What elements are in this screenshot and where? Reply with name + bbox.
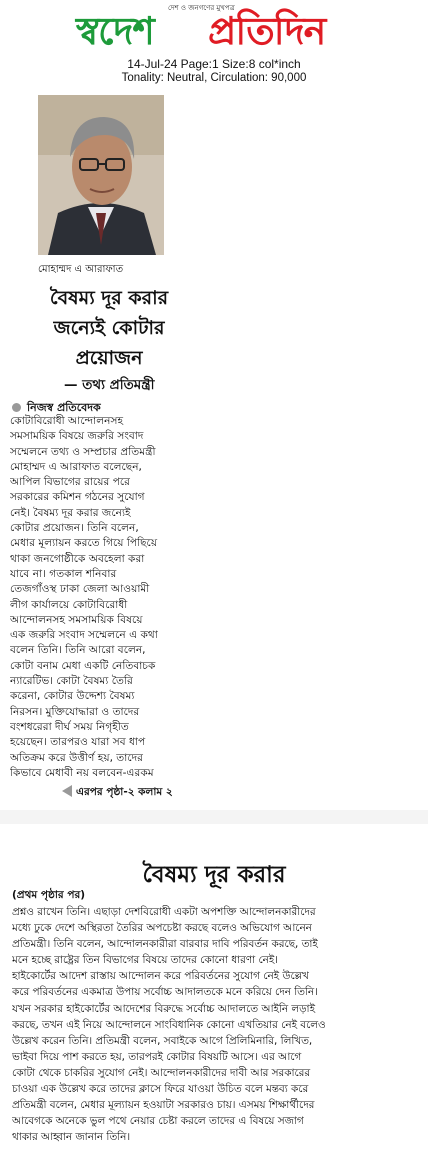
- article-body-line: থাকা জনগোষ্ঠীকে অবহেলা করা: [10, 552, 145, 565]
- continuation-body-line: থাকার আহ্বান জানান তিনি।: [12, 1131, 131, 1144]
- headline-line-1: বৈষম্য দূর করার: [49, 287, 169, 309]
- continuation-body-line: হাইকোর্টের আদেশ রাস্তায় আন্দোলন করে পরিবর্তনের সুযোগ নেই উল্লেখ: [12, 970, 309, 983]
- continuation-body-line: করে পরিবর্তনের একমাত্র উপায় সর্বোচ্চ আদালতকে মনে করিয়ে দেন তিনি।: [12, 986, 318, 999]
- article-body-line: বংশধরেরা দীর্ঘ সময় নিগৃহীত: [10, 720, 129, 733]
- photo-caption: মোহাম্মদ এ আরাফাত: [38, 264, 124, 275]
- page-divider: [0, 810, 428, 824]
- page-2-continuation: [0, 824, 428, 1167]
- portrait-photo: [38, 95, 164, 255]
- logo-tagline: দেশ ও জনগণের মুখপত্র: [168, 4, 235, 12]
- continuation-body-line: মনে হচ্ছে রাষ্ট্রের তিন বিভাগের বিষয়ে তাদের কোনো ধারণা নেই।: [12, 954, 278, 967]
- headline-line-3: প্রয়োজন: [75, 347, 143, 369]
- continuation-body: [12, 904, 418, 1145]
- article-body-line: মেধার মূল্যায়ন করতে গিয়ে পিছিয়ে: [10, 537, 158, 550]
- article-body-line: মোহাম্মদ এ আরাফাত বলেছেন,: [10, 460, 142, 473]
- portrait-illustration: [38, 95, 164, 255]
- clip-meta-tonality: Tonality: Neutral, Circulation: 90,000: [121, 72, 307, 84]
- article-body-line: করেনা, কোটার উদ্দেশ্য বৈষম্য: [10, 690, 135, 703]
- continuation-note: [62, 785, 173, 802]
- article-body-line: এক জরুরি সংবাদ সম্মেলনে এ কথা: [10, 629, 158, 642]
- continuation-body-line: প্রশ্নও রাখেন তিনি। এছাড়া দেশবিরোধী একটা অপশক্তি আন্দোলনকারীদের: [12, 906, 316, 918]
- continuation-body-line: মধ্যে ঢুকে দেশে অস্থিরতা তৈরির অপচেষ্টা করছে বলেও অভিযোগ আনেন: [12, 922, 312, 935]
- article-body-line: সরকারের কমিশন গঠনের সুযোগ: [10, 491, 145, 504]
- article-body-line: নিরসন। মুক্তিযোদ্ধারা ও তাদের: [10, 705, 140, 718]
- article-body-line: কোটা বনাম মেধা একটি নেতিবাচক: [10, 659, 156, 672]
- headline-attribution: — তথ্য প্রতিমন্ত্রী: [64, 377, 155, 393]
- bullet-icon: [12, 403, 21, 412]
- article-body-line: সমসাময়িক বিষয়ে জরুরি সংবাদ: [10, 430, 144, 443]
- continuation-body-line: যখন সরকার হাইকোর্টের আদেশের বিরুদ্ধে সর্বোচ্চ আদালতে আইনি লড়াই: [12, 1002, 315, 1015]
- article-body-line: আন্দোলনসহ সমসাময়িক বিষয়ে: [10, 613, 143, 626]
- article-body-line: কোটার প্রয়োজন। তিনি বলেন,: [10, 522, 139, 535]
- article-body-line: নেই। বৈষম্য দূর করার জন্যেই: [10, 506, 131, 519]
- from-page-label: (প্রথম পৃষ্ঠার পর): [12, 889, 86, 901]
- continuation-body-line: প্রতিমন্ত্রী। তিনি বলেন, আন্দোলনকারীরা বারবার দাবি পরিবর্তন করছে, তাই: [12, 938, 318, 951]
- article-body-line: লীগ কার্যালয়ে কোটাবিরোধী: [10, 598, 128, 611]
- continuation-body-line: ভাইবা দিয়ে পাশ করতে হয়, তারপরই কোটার বিষয়টি আসে। এর আগে: [12, 1050, 302, 1063]
- article-body-line: কিভাবে মেধাবী নয় বলবেন-এরকম: [10, 766, 154, 779]
- arrow-left-icon: [62, 785, 72, 797]
- newspaper-logo: [76, 8, 356, 54]
- article-body-line: কোটাবিরোধী আন্দোলনসহ: [10, 415, 124, 427]
- continuation-body-line: আবেগকে অনেকে ভুল পথে নেয়ার চেষ্টা করলে তাদের এ বিষয়ে সজাগ: [12, 1115, 304, 1128]
- continuation-body-line: উল্লেখ করেন তিনি। প্রতিমন্ত্রী বলেন, সবাইকে আগে প্রিলিমিনারি, লিখিত,: [12, 1034, 313, 1047]
- article-body-line: আপিল বিভাগের রায়ের পরে: [10, 476, 130, 489]
- logo-right-word: প্রতিদিন: [208, 8, 326, 53]
- reporter-name: নিজস্ব প্রতিবেদক: [27, 401, 101, 414]
- article-body-line: সম্মেলনে তথ্য ও সম্প্রচার প্রতিমন্ত্রী: [10, 445, 156, 458]
- article-body-line: ন্যারেটিভ। কোটা বৈষম্য তৈরি: [10, 675, 133, 688]
- continuation-body-line: প্রতিমন্ত্রী বলেন, মেধার মূল্যায়ন হওয়াটা সরকারও চায়। এসময় শিক্ষার্থীদের: [12, 1099, 315, 1112]
- clip-meta-date-page: 14-Jul-24 Page:1 Size:8 col*inch: [127, 57, 301, 71]
- continuation-body-line: কোটা থেকে চাকরির সুযোগ নেই। আন্দোলনকারীদের দাবী আর সরকারের: [12, 1066, 311, 1079]
- article-body-line: যাবে না। গতকাল শনিবার: [10, 567, 117, 580]
- headline-line-2: জন্যেই কোটার: [53, 317, 165, 339]
- continuation-title: বৈষম্য দূর করার: [142, 861, 286, 888]
- article-body: [10, 414, 200, 781]
- continuation-body-line: করছে, তখন এই নিয়ে আন্দোলনে সাংবিধানিক কোনো এখতিয়ার নেই বলেও: [12, 1018, 326, 1031]
- article-body-line: হয়েছেন। তারপরও যারা সব ধাপ: [10, 736, 146, 749]
- article-body-line: তেজগাঁওস্থ ঢাকা জেলা আওয়ামী: [10, 583, 150, 596]
- continuation-text: এরপর পৃষ্ঠা-২ কলাম ২: [76, 786, 173, 798]
- logo-left-word: স্বদেশ: [76, 8, 154, 53]
- article-body-line: অতিক্রম করে উত্তীর্ণ হয়, তাদের: [10, 751, 143, 764]
- article-body-line: বলেন তিনি। তিনি আরো বলেন,: [10, 644, 146, 657]
- continuation-body-line: চাওয়া এক উল্লেখ করে তাদের ক্লাসে ফিরে যাওয়া উচিত বলে মন্তব্য করে: [12, 1083, 309, 1096]
- masthead: [0, 0, 428, 92]
